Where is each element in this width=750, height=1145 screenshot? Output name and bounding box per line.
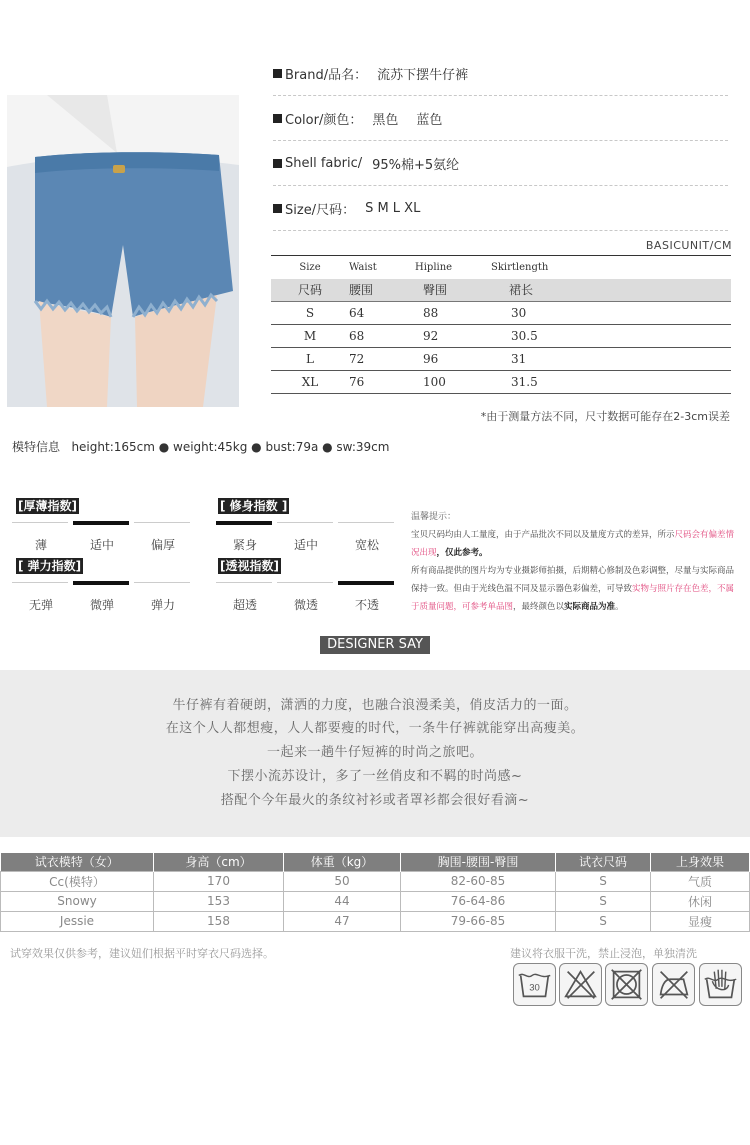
index-scale-segment [12, 522, 68, 523]
model-info: 模特信息 height:165cm ● weight:45kg ● bust:79a ● sw:39cm [12, 440, 390, 454]
table-cell: 30 [491, 302, 731, 325]
table-cell: M [271, 325, 349, 348]
header-cell: 试衣尺码 [556, 853, 651, 871]
table-cell: 88 [415, 302, 491, 325]
index-level-marker [73, 521, 129, 525]
index-option-label: 宽松 [354, 538, 379, 552]
table-cell: 96 [415, 348, 491, 371]
header-cell: 臀围 [415, 279, 491, 302]
index-scale-segment [277, 582, 333, 583]
designer-line: 在这个人人都想瘦，人人都要瘦的时代，一条牛仔裤就能穿出高瘦美。 [165, 721, 585, 736]
hand-wash-icon [699, 963, 742, 1006]
table-row [271, 325, 731, 348]
table-cell: Snowy [1, 891, 154, 911]
care-note: 建议将衣服干洗，禁止浸泡，单独清洗 [510, 947, 697, 960]
index-option-label: 无弹 [28, 598, 53, 612]
index-option-label: 薄 [34, 538, 47, 552]
table-row [271, 348, 731, 371]
table-row [1, 871, 750, 891]
table-cell: 153 [154, 891, 284, 911]
table-cell: 76 [349, 371, 415, 394]
spec-fabric: Shell fabric/ 95%棉+5氨纶 [273, 141, 728, 186]
table-cell: 31 [491, 348, 731, 371]
index-scale-segment [277, 522, 333, 523]
notice-panel [411, 508, 741, 616]
index-option-label: 微透 [293, 598, 318, 612]
spec-brand: Brand/品名： 流苏下摆牛仔裤 [273, 51, 728, 96]
index-scale-segment [12, 582, 68, 583]
index-scale-segment [216, 582, 272, 583]
index-option-label: 适中 [293, 538, 318, 552]
index-title: [ 弹力指数] [18, 559, 82, 573]
index-option-label: 超透 [232, 598, 257, 612]
designer-say-title: DESIGNER SAY [320, 636, 430, 654]
bullet-square-icon [273, 159, 282, 168]
index-thickness [16, 495, 79, 514]
table-cell: 休闲 [651, 891, 750, 911]
table-cell: 92 [415, 325, 491, 348]
header-cell: 试衣模特（女） [1, 853, 154, 871]
size-unit: BASICUNIT/CM [645, 239, 732, 252]
tryon-note: 试穿效果仅供参考，建议妞们根据平时穿衣尺码选择。 [10, 947, 274, 960]
wash-temperature: 30 [529, 982, 540, 994]
table-cell: Cc(模特） [1, 871, 154, 891]
index-title: [ 修身指数 ] [220, 499, 288, 513]
header-cell: 腰围 [349, 279, 415, 302]
table-cell: 79-66-85 [401, 911, 556, 931]
header-cell: 上身效果 [651, 853, 750, 871]
table-cell: 64 [349, 302, 415, 325]
table-cell: 47 [284, 911, 401, 931]
index-title: [透视指数] [220, 559, 279, 573]
bullet-square-icon [273, 204, 282, 213]
notice-heading: 温馨提示： [411, 512, 457, 522]
index-option-label: 紧身 [232, 538, 257, 552]
table-cell: S [556, 891, 651, 911]
table-cell: 显瘦 [651, 911, 750, 931]
table-cell: S [556, 911, 651, 931]
header-cell: Skirtlength [491, 256, 731, 279]
table-cell: 气质 [651, 871, 750, 891]
no-bleach-icon [559, 963, 602, 1006]
designer-line: 下摆小流苏设计，多了一丝俏皮和不羁的时尚感~ [227, 769, 523, 784]
designer-line: 一起来一趟牛仔短裤的时尚之旅吧。 [266, 745, 483, 760]
table-row [271, 302, 731, 325]
index-option-label: 微弹 [89, 598, 114, 612]
bullet-square-icon [273, 114, 282, 123]
bullet-square-icon [273, 69, 282, 78]
header-cell: 尺码 [271, 279, 349, 302]
table-cell: Jessie [1, 911, 154, 931]
index-transparency [218, 555, 281, 574]
header-cell: Hipline [415, 256, 491, 279]
wash-30-icon [513, 963, 556, 1006]
index-title: [厚薄指数] [18, 499, 77, 513]
notice-paragraph: 所有商品提供的图片均为专业摄影师拍摄，后期精心修制及色彩调整，尽量与实际商品保持一致。但由于光线色温不同及显示器色彩偏差，可导致实物与照片存在色差，不属于质量问题，可参考单品图，最终颜色以实际商品为准。 [411, 566, 735, 612]
index-option-label: 偏厚 [150, 538, 175, 552]
index-fit [218, 495, 289, 514]
spec-size: Size/尺码： S M L XL [273, 186, 728, 231]
header-cell: Size [271, 256, 349, 279]
table-row [1, 891, 750, 911]
table-header-row [1, 853, 750, 871]
index-level-marker [73, 581, 129, 585]
table-cell: 76-64-86 [401, 891, 556, 911]
header-cell: 胸围-腰围-臀围 [401, 853, 556, 871]
header-cell: 裙长 [491, 279, 731, 302]
table-cell: 44 [284, 891, 401, 911]
measurement-note: *由于测量方法不同，尺寸数据可能存在2-3cm误差 [480, 410, 730, 423]
index-level-marker [338, 581, 394, 585]
table-cell: S [271, 302, 349, 325]
header-cell: 身高（cm） [154, 853, 284, 871]
designer-line: 搭配个今年最火的条纹衬衫或者罩衫都会很好看滴~ [220, 793, 530, 808]
table-cell: L [271, 348, 349, 371]
table-cell: 30.5 [491, 325, 731, 348]
product-photo [7, 95, 239, 407]
table-cell: 31.5 [491, 371, 731, 394]
index-level-marker [216, 521, 272, 525]
index-elasticity [16, 555, 83, 574]
table-row [1, 911, 750, 931]
table-cell: 158 [154, 911, 284, 931]
table-cell: 50 [284, 871, 401, 891]
no-tumble-dry-icon [605, 963, 648, 1006]
index-option-label: 弹力 [150, 598, 175, 612]
designer-line: 牛仔裤有着硬朗，潇洒的力度，也融合浪漫柔美，俏皮活力的一面。 [172, 698, 578, 713]
table-header-cn [271, 279, 731, 302]
header-cell: Waist [349, 256, 415, 279]
notice-paragraph: 宝贝尺码均由人工量度，由于产品批次不同以及量度方式的差异，所示尺码会有偏差情况出现，仅此参考。 [411, 530, 735, 558]
size-table [271, 255, 731, 394]
table-row [271, 371, 731, 394]
spec-color: Color/颜色： 黑色 蓝色 [273, 96, 728, 141]
table-cell: XL [271, 371, 349, 394]
table-cell: S [556, 871, 651, 891]
index-scale-segment [134, 582, 190, 583]
table-cell: 82-60-85 [401, 871, 556, 891]
header-cell: 体重（kg） [284, 853, 401, 871]
table-cell: 170 [154, 871, 284, 891]
table-cell: 72 [349, 348, 415, 371]
table-header-en [271, 256, 731, 279]
index-option-label: 适中 [89, 538, 114, 552]
index-option-label: 不透 [354, 598, 379, 612]
no-iron-icon [652, 963, 695, 1006]
index-scale-segment [134, 522, 190, 523]
designer-text-panel [0, 670, 750, 837]
table-cell: 68 [349, 325, 415, 348]
index-scale-segment [338, 522, 394, 523]
table-cell: 100 [415, 371, 491, 394]
tryon-table [0, 853, 750, 932]
